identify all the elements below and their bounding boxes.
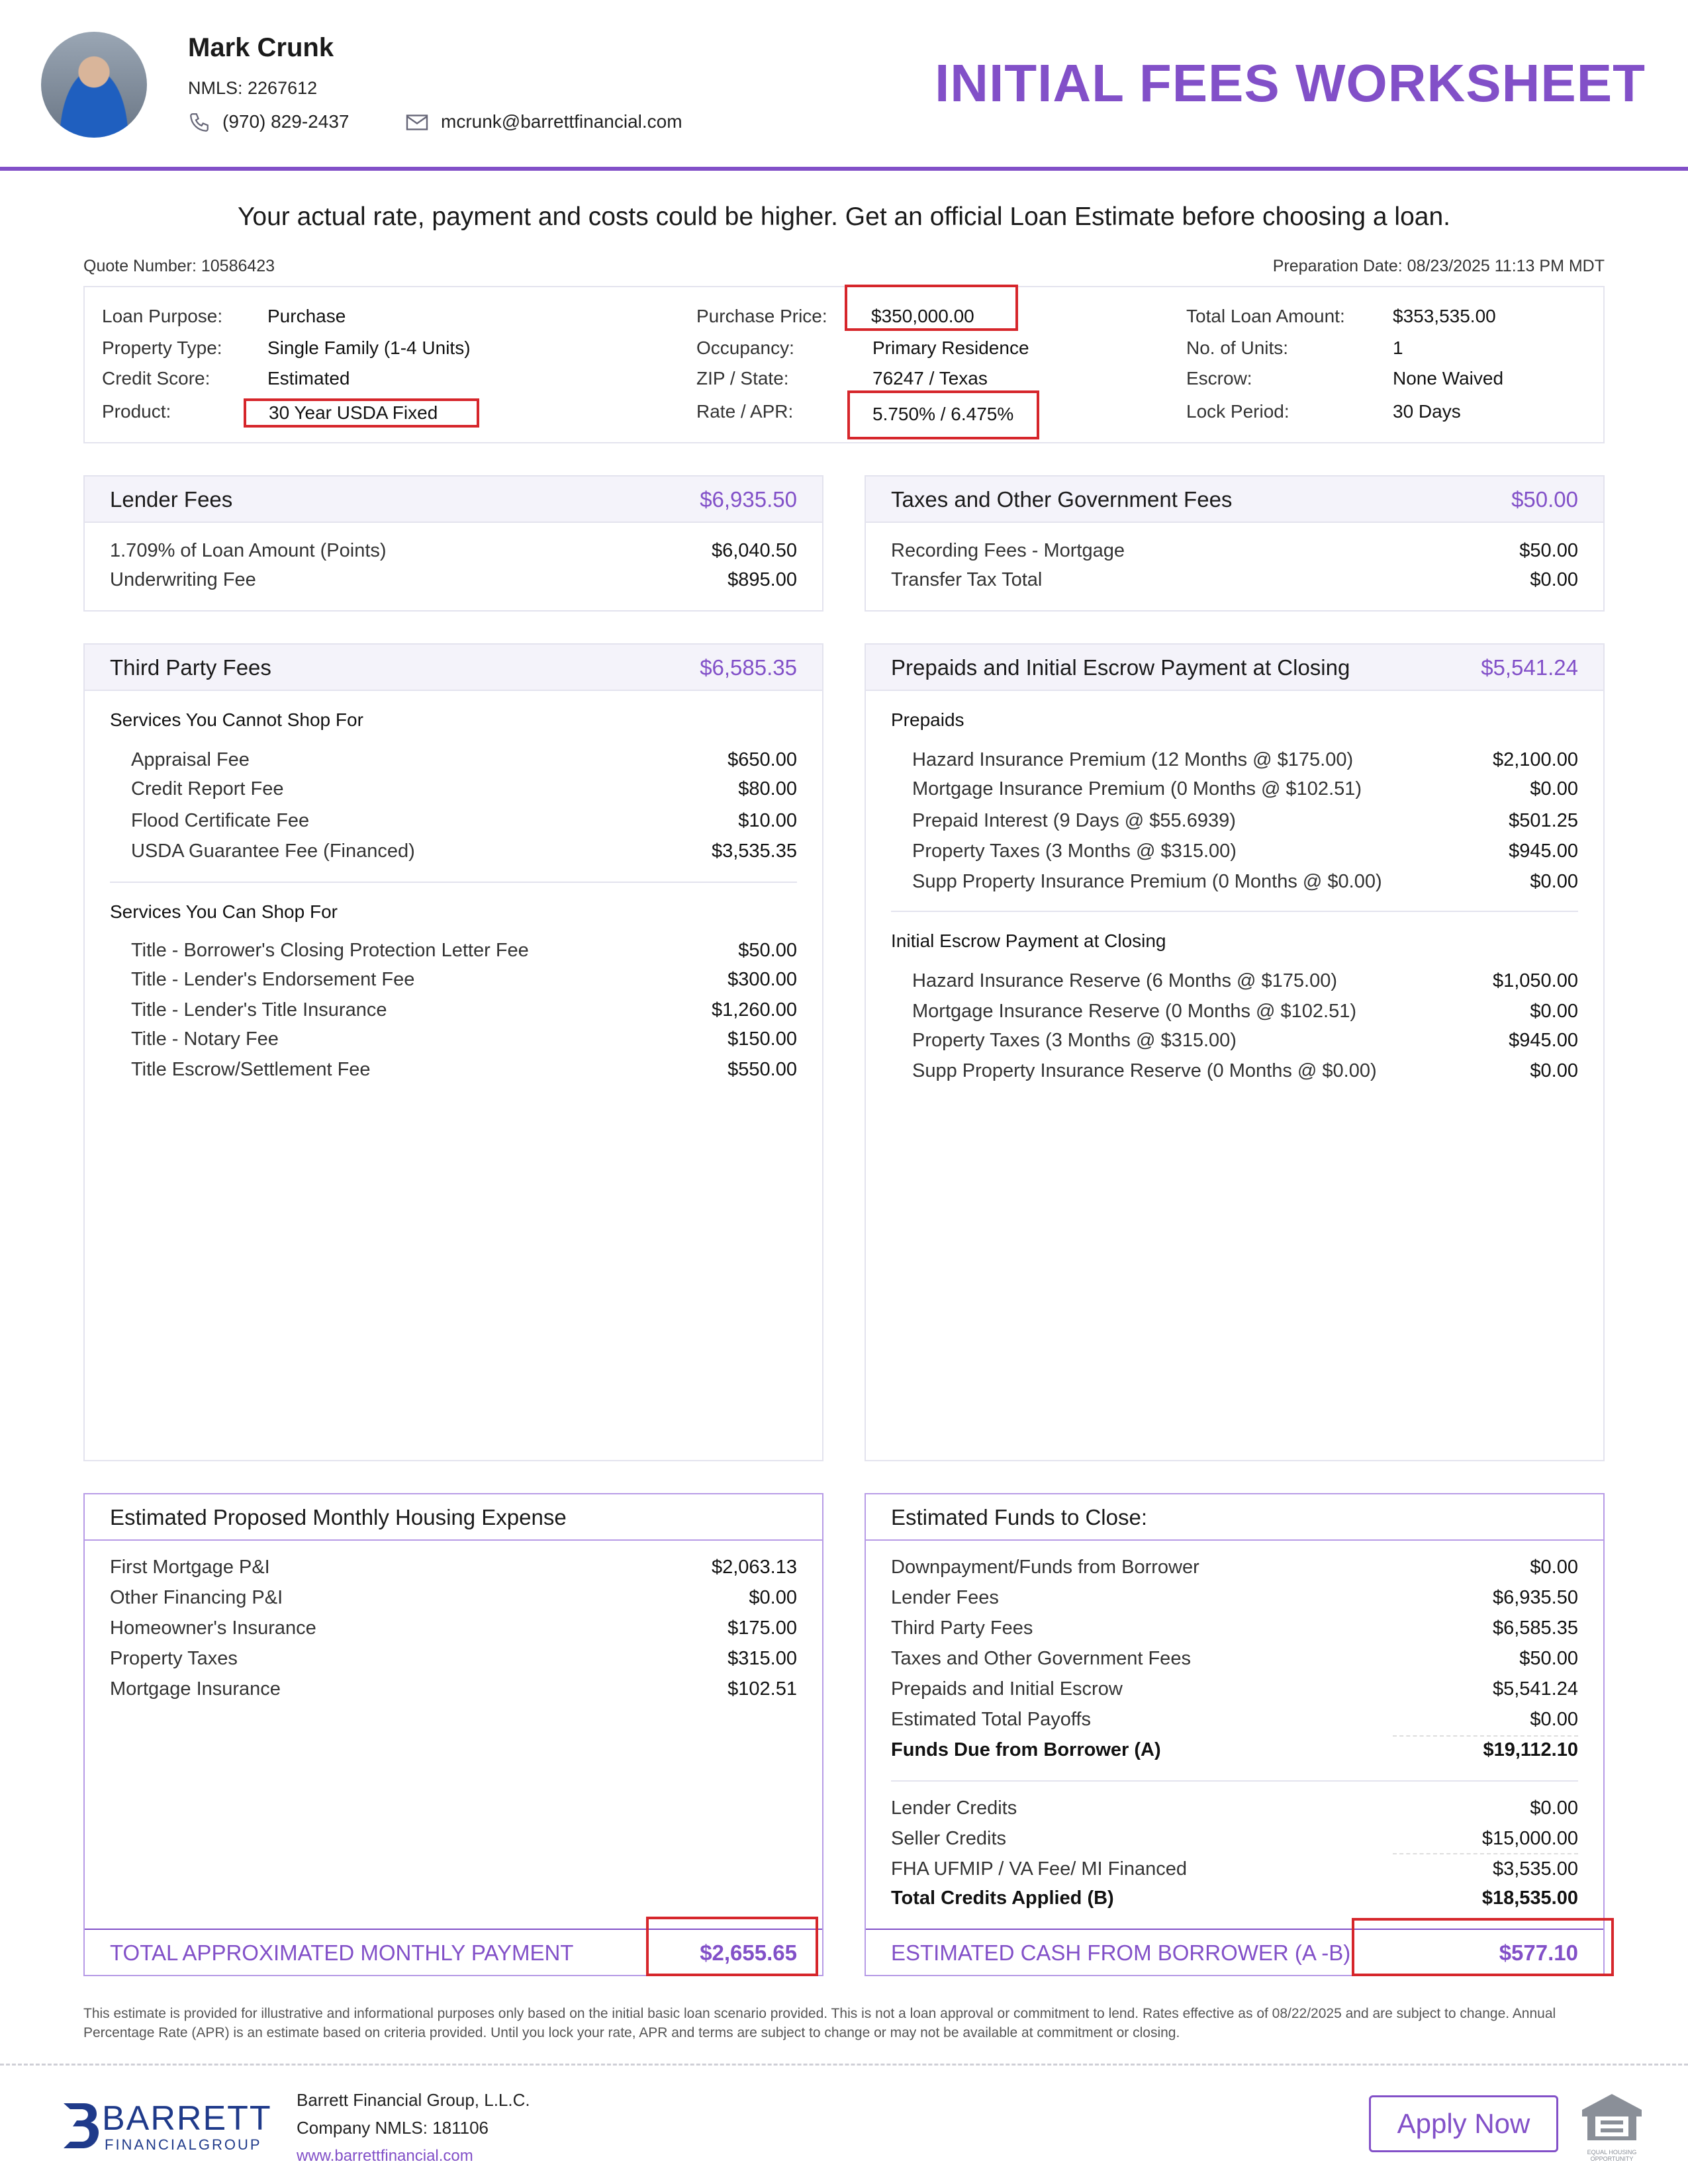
fee-row: Hazard Insurance Reserve (6 Months @ $175.00) $1,050.00 [912, 970, 1578, 991]
apply-now-button[interactable]: Apply Now [1369, 2095, 1558, 2152]
total-label: TOTAL APPROXIMATED MONTHLY PAYMENT [110, 1940, 574, 1965]
credit-row: Seller Credits $15,000.00 [891, 1828, 1578, 1849]
barrett-b-icon [61, 2102, 101, 2150]
zip-state-label: ZIP / State: [696, 368, 789, 388]
monthly-housing-expense-section [83, 1493, 823, 1976]
units-value: 1 [1393, 338, 1403, 358]
escrow-value: None Waived [1393, 368, 1504, 388]
total-loan-amount-value: $353,535.00 [1393, 306, 1496, 326]
section-title: Estimated Proposed Monthly Housing Expense [110, 1505, 567, 1529]
fee-row: Flood Certificate Fee $10.00 [131, 810, 797, 831]
credit-row: FHA UFMIP / VA Fee/ MI Financed $3,535.00 [891, 1858, 1578, 1880]
expense-row: First Mortgage P&I $2,063.13 [110, 1557, 797, 1578]
fee-row: Mortgage Insurance Reserve (0 Months @ $102.51) $0.00 [912, 1001, 1578, 1022]
total-credits-row: Total Credits Applied (B) $18,535.00 [891, 1888, 1578, 1909]
loan-purpose-value: Purchase [267, 306, 346, 326]
fee-row: Supp Property Insurance Premium (0 Months @ $0.00) $0.00 [912, 871, 1578, 892]
fee-row: Prepaid Interest (9 Days @ $55.6939) $501.25 [912, 810, 1578, 831]
funds-row: Prepaids and Initial Escrow $5,541.24 [891, 1678, 1578, 1700]
fee-row: USDA Guarantee Fee (Financed) $3,535.35 [131, 841, 797, 862]
fee-row: Title - Notary Fee $150.00 [131, 1028, 797, 1050]
credit-score-label: Credit Score: [102, 368, 211, 388]
equal-housing-text: EQUAL HOUSING OPPORTUNITY [1587, 2149, 1637, 2162]
equal-housing-logo [1578, 2091, 1646, 2162]
lock-period-label: Lock Period: [1186, 401, 1289, 422]
highlight-box [646, 1917, 818, 1976]
funds-row: Estimated Total Payoffs $0.00 [891, 1709, 1578, 1730]
property-type-label: Property Type: [102, 338, 222, 358]
section-header [866, 645, 1603, 691]
loan-officer-phone[interactable]: (970) 829-2437 [222, 111, 350, 132]
section-total: $6,585.35 [700, 655, 797, 680]
header-divider [0, 167, 1688, 171]
logo-subtitle: FINANCIALGROUP [105, 2136, 262, 2153]
subsection-title: Services You Cannot Shop For [110, 709, 363, 730]
product-value: 30 Year USDA Fixed [244, 398, 479, 428]
loan-officer-nmls: NMLS: 2267612 [188, 78, 318, 98]
section-title: Estimated Funds to Close: [891, 1505, 1148, 1529]
expense-row: Mortgage Insurance $102.51 [110, 1678, 797, 1700]
purchase-price-label: Purchase Price: [696, 306, 827, 326]
fee-row: Property Taxes (3 Months @ $315.00) $945.00 [912, 841, 1578, 862]
divider [891, 1780, 1578, 1782]
fee-row: Underwriting Fee $895.00 [110, 569, 797, 590]
units-label: No. of Units: [1186, 338, 1289, 358]
zip-state-value: 76247 / Texas [872, 368, 988, 388]
section-total: $5,541.24 [1481, 655, 1578, 680]
section-header [85, 645, 822, 691]
total-value: $577.10 [1499, 1940, 1578, 1965]
loan-purpose-label: Loan Purpose: [102, 306, 223, 326]
fee-row: Title - Lender's Title Insurance $1,260.00 [131, 999, 797, 1021]
fee-row: 1.709% of Loan Amount (Points) $6,040.50 [110, 540, 797, 561]
funds-row: Third Party Fees $6,585.35 [891, 1617, 1578, 1639]
loan-officer-name: Mark Crunk [188, 33, 334, 62]
divider [891, 911, 1578, 912]
escrow-label: Escrow: [1186, 368, 1252, 388]
fee-row: Hazard Insurance Premium (12 Months @ $175.00) $2,100.00 [912, 749, 1578, 770]
fee-row: Title Escrow/Settlement Fee $550.00 [131, 1059, 797, 1080]
section-total: $50.00 [1511, 487, 1578, 512]
section-header [85, 477, 822, 523]
loan-officer-photo [41, 32, 147, 138]
expense-row: Other Financing P&I $0.00 [110, 1587, 797, 1608]
legal-disclaimer: This estimate is provided for illustrative and informational purposes only based on the initial basic loan scenario provided. This is not a loan approval or commitment to lend. Rates effective as of 08/22/2025 and are subject to change. Annual Percentage Rate (APR) is an estimate based on criteria provided. Until you lock your rate, APR and terms are subject to change or may not be available at commitment or closing. [83, 2006, 1556, 2040]
subsection-title: Services You Can Shop For [110, 901, 338, 922]
total-value: $2,655.65 [700, 1940, 797, 1965]
section-header [866, 477, 1603, 523]
total-label: ESTIMATED CASH FROM BORROWER (A -B) [891, 1940, 1351, 1965]
fee-row: Transfer Tax Total $0.00 [891, 569, 1578, 590]
funds-to-close-section [865, 1493, 1605, 1976]
mail-icon [405, 113, 429, 132]
subsection-title: Initial Escrow Payment at Closing [891, 931, 1166, 951]
section-title: Third Party Fees [110, 655, 271, 680]
rate-apr-value: 5.750% / 6.475% [847, 390, 1039, 439]
section-title: Prepaids and Initial Escrow Payment at Closing [891, 655, 1350, 680]
credit-row: Lender Credits $0.00 [891, 1797, 1578, 1819]
third-party-fees-section [83, 643, 823, 1461]
loan-officer-email[interactable]: mcrunk@barrettfinancial.com [441, 111, 682, 132]
loan-summary-box [83, 286, 1605, 443]
sum-rule [1393, 1735, 1578, 1737]
product-label: Product: [102, 401, 171, 422]
fee-row: Credit Report Fee $80.00 [131, 778, 797, 799]
fee-row: Appraisal Fee $650.00 [131, 749, 797, 770]
government-fees-section [865, 475, 1605, 612]
company-website-link[interactable]: www.barrettfinancial.com [297, 2147, 473, 2165]
expense-row: Homeowner's Insurance $175.00 [110, 1617, 797, 1639]
divider [110, 882, 797, 883]
funds-row: Downpayment/Funds from Borrower $0.00 [891, 1557, 1578, 1578]
sum-rule [1393, 1853, 1578, 1854]
funds-due-row: Funds Due from Borrower (A) $19,112.10 [891, 1739, 1578, 1760]
section-header [85, 1494, 822, 1541]
fee-row: Title - Borrower's Closing Protection Letter Fee $50.00 [131, 940, 797, 961]
subsection-title: Prepaids [891, 709, 964, 730]
company-name: Barrett Financial Group, L.L.C. [297, 2090, 530, 2110]
section-total: $6,935.50 [700, 487, 797, 512]
funds-row: Lender Fees $6,935.50 [891, 1587, 1578, 1608]
total-loan-amount-label: Total Loan Amount: [1186, 306, 1345, 326]
footer-divider [0, 2064, 1688, 2066]
section-title: Taxes and Other Government Fees [891, 487, 1233, 512]
section-title: Lender Fees [110, 487, 233, 512]
equal-housing-icon [1578, 2091, 1646, 2144]
purchase-price-value: $350,000.00 [845, 285, 1018, 331]
funds-row: Taxes and Other Government Fees $50.00 [891, 1648, 1578, 1669]
logo-wordmark: BARRETT [102, 2099, 272, 2138]
barrett-logo[interactable] [61, 2099, 272, 2153]
property-type-value: Single Family (1-4 Units) [267, 338, 471, 358]
prepaids-escrow-section [865, 643, 1605, 1461]
fee-row: Mortgage Insurance Premium (0 Months @ $102.51) $0.00 [912, 778, 1578, 799]
rate-apr-label: Rate / APR: [696, 401, 794, 422]
occupancy-label: Occupancy: [696, 338, 794, 358]
document-title: INITIAL FEES WORKSHEET [935, 54, 1646, 113]
fee-row: Property Taxes (3 Months @ $315.00) $945.00 [912, 1030, 1578, 1051]
quote-number: Quote Number: 10586423 [83, 257, 275, 275]
section-header [866, 1494, 1603, 1541]
fee-row: Title - Lender's Endorsement Fee $300.00 [131, 969, 797, 990]
loan-estimate-disclaimer: Your actual rate, payment and costs could be higher. Get an official Loan Estimate before choosing a loan. [237, 203, 1450, 231]
highlight-box [1352, 1918, 1614, 1976]
occupancy-value: Primary Residence [872, 338, 1029, 358]
fee-row: Recording Fees - Mortgage $50.00 [891, 540, 1578, 561]
expense-row: Property Taxes $315.00 [110, 1648, 797, 1669]
lender-fees-section [83, 475, 823, 612]
preparation-date: Preparation Date: 08/23/2025 11:13 PM MDT [1272, 257, 1605, 275]
phone-icon [188, 111, 211, 134]
credit-score-value: Estimated [267, 368, 350, 388]
lock-period-value: 30 Days [1393, 401, 1461, 422]
fee-row: Supp Property Insurance Reserve (0 Months @ $0.00) $0.00 [912, 1060, 1578, 1081]
company-nmls: Company NMLS: 181106 [297, 2118, 489, 2138]
